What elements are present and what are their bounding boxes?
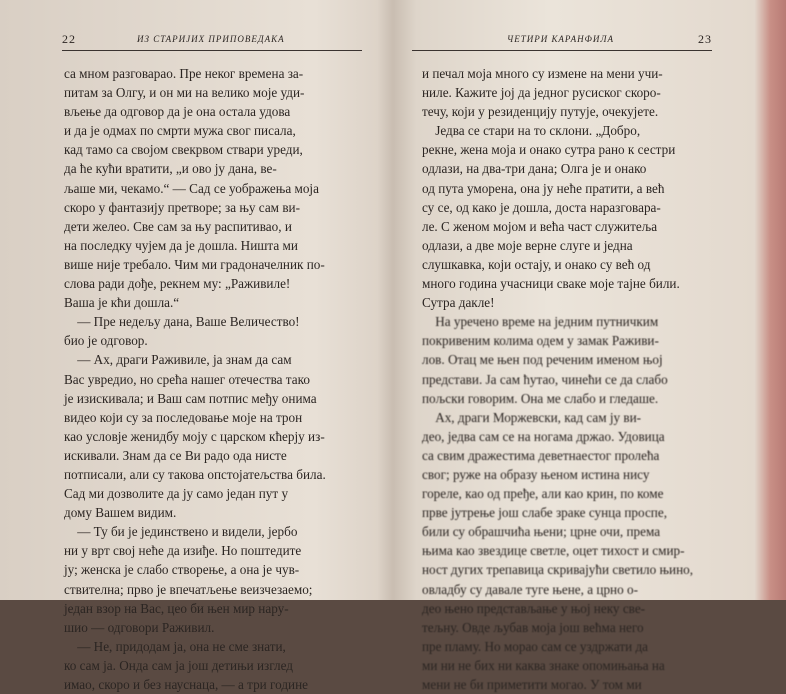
text-line: одлази, на два-три дана; Олга је и онако xyxy=(422,161,647,177)
text-line: — Ту би је јединствено и видели, јербо xyxy=(64,524,298,540)
text-line: имао, скоро и без науснаца, — а три године xyxy=(64,677,309,692)
text-line: ле. С женом мојом и већа част служитеља xyxy=(422,218,658,234)
text-line: Једва се стари на то склони. „Добро, xyxy=(422,123,641,139)
text-line: одлази, а две моје верне слуге и једна xyxy=(422,237,633,253)
text-line: дому Вашем видим. xyxy=(64,505,177,521)
text-line: прве јутрење још слабе зраке сунца проспе, xyxy=(422,505,668,521)
text-line: — Не, придодам ја, она не сме знати, xyxy=(64,638,286,654)
text-line: гореле, као од пређе, али као крин, по коме xyxy=(422,486,664,502)
text-line: овладбу су давале туге њене, а црно о- xyxy=(422,581,638,597)
text-line: рекне, жена моја и онако сутра рано к сестри xyxy=(422,142,676,158)
text-line: пољски говорим. Она ме слабо и гледаше. xyxy=(422,390,659,406)
text-line: Вас увредио, но срећа нашег отечества тако xyxy=(64,371,310,387)
text-line: тељну. Овде љубав моја још већма него xyxy=(422,619,644,635)
text-line: мени не би приметити могао. У том ми xyxy=(422,677,642,692)
text-line: представи. Ја сам ћутао, чинећи се да слабо xyxy=(422,371,668,387)
text-line: слушкавка, који остају, и онако су већ од xyxy=(422,256,651,272)
text-line: пре пламу. Но морао сам се уздржати да xyxy=(422,638,649,654)
text-line: део, једва сам се на ногама држао. Удовица xyxy=(422,428,665,444)
text-line: лов. Отац ме њен под реченим именом њој xyxy=(422,352,663,368)
text-line: били су обрашчића њени; црне очи, према xyxy=(422,524,661,540)
text-line: ми ни не бих ни каква знаке опомињања на xyxy=(422,657,665,673)
text-line: потписали, али су такова опстојатељства била. xyxy=(64,466,326,482)
text-line: био је одговор. xyxy=(64,333,148,349)
text-line: и печал моја много су измене на мени учи- xyxy=(422,66,663,81)
text-line: су се, од како је дошла, доста наразговара- xyxy=(422,199,661,215)
right-running-head xyxy=(412,34,712,51)
right-page-number: 23 xyxy=(698,32,712,46)
text-line: Ваша је кћи дошла.“ xyxy=(64,295,180,311)
text-line: од пута уморена, она ју неће пратити, а већ xyxy=(422,180,665,196)
text-line: — Ах, драги Раживиле, ја знам да сам xyxy=(64,352,292,368)
text-line: дети желео. Све сам за њу распитивао, и xyxy=(64,218,292,234)
text-line: течу, који у резиденцију путује, очекујете. xyxy=(422,104,659,120)
text-line: искивали. Знам да се Ви радо ода нисте xyxy=(64,447,287,463)
text-line: њима као звездице светле, оцет тихост и смир- xyxy=(422,543,685,559)
text-line: на последку чујем да је дошла. Ништа ми xyxy=(64,237,298,253)
text-line: скоро у фантазију претворе; за њу сам ви- xyxy=(64,199,300,215)
text-line: много година учасници сваке моје тајне били. xyxy=(422,276,680,292)
text-line: свог; руже на образу њеном истина нису xyxy=(422,466,650,482)
text-line: део њено представљање у њој неку све- xyxy=(422,600,646,616)
text-line: видео који су за последовање моје на трон xyxy=(64,409,303,425)
left-page xyxy=(0,0,390,692)
text-line: ствителна; прво је впечатљење веизчезаемо; xyxy=(64,581,313,597)
text-line: — Пре недељу дана, Ваше Величество! xyxy=(64,314,300,330)
text-line: На уречено време на једним путничким xyxy=(422,314,659,330)
text-line: је изискивала; и Ваш сам потпис међу онима xyxy=(64,390,317,406)
text-line: ко сам ја. Онда сам ја још детињи изглед xyxy=(64,657,293,673)
text-line: љаше ми, чекамо.“ — Сад се уображења моја xyxy=(64,180,319,196)
left-running-title: ИЗ СТАРИЈИХ ПРИПОВЕДАКА xyxy=(137,34,285,44)
left-page-number: 22 xyxy=(62,32,76,46)
text-line: Сутра дакле! xyxy=(422,295,495,311)
text-line: шио — одговори Раживил. xyxy=(64,619,215,635)
text-line: ниле. Кажите јој да једног русиског скоро- xyxy=(422,85,661,101)
text-line: Сад ми дозволите да ју само један пут у xyxy=(64,486,289,502)
text-line: и да је одмах по смрти мужа свог писала, xyxy=(64,123,296,139)
text-line: више није требало. Чим ми градоначелник по- xyxy=(64,256,325,272)
text-line: ни у врт свој неће да изиђе. Но поштедите xyxy=(64,543,302,559)
right-page xyxy=(392,0,786,692)
text-line: кад тамо са својом свекрвом ствари уреди, xyxy=(64,142,303,158)
text-line: покривеним колима одем у замак Раживи- xyxy=(422,333,659,349)
text-line: ју; женска је слабо створење, а она је чув- xyxy=(64,562,300,578)
text-line: питам за Олгу, и он ми на велико моје уди- xyxy=(64,85,305,101)
text-line: са мном разговарао. Пре неког времена за- xyxy=(64,66,304,81)
text-line: са свим дражестима деветнаестог пролећа xyxy=(422,447,660,463)
text-line: вљење да одговор да је она остала удова xyxy=(64,104,291,120)
text-line: један взор на Вас, цео би њен мир нару- xyxy=(64,600,289,616)
text-line: као условје женидбу моју с царском кћерју из- xyxy=(64,428,325,444)
text-line: Ах, драги Моржевски, кад сам ју ви- xyxy=(422,409,642,425)
text-line: ност дугих трепавица скриваjући светило њино, xyxy=(422,562,694,578)
right-running-title: ЧЕТИРИ КАРАНФИЛА xyxy=(507,34,614,44)
text-line: да ће кући вратити, „и ово ју дана, ве- xyxy=(64,161,277,177)
text-line: слова ради дође, рекнем му: „Раживиле! xyxy=(64,276,291,292)
left-running-head xyxy=(62,34,362,51)
